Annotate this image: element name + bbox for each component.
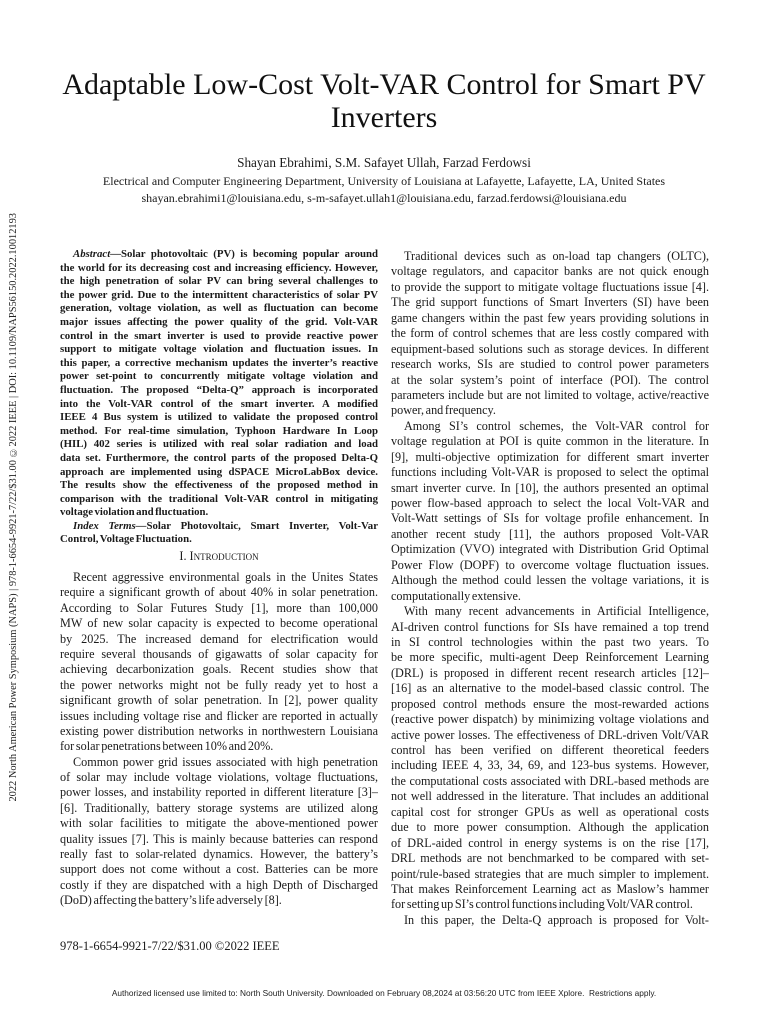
body-line: According to Solar Futures Study [1], more than 100,000 (60, 600, 378, 615)
body-line: game changers within the past few years providing solutions in (391, 310, 709, 325)
paper-title: Adaptable Low-Cost Volt-VAR Control for Smart PV Inverters (62, 68, 706, 134)
body-line: voltage regulators, and capacitor banks are not quick enough (391, 264, 709, 279)
body-line: for solar penetrations between 10% and 20%. (60, 739, 274, 754)
body-line: Recent aggressive environmental goals in the Unites States (73, 570, 378, 584)
body-line: AI-driven control functions for SIs have remained a top trend (391, 619, 709, 634)
abstract-line: fluctuation. The proposed “Delta-Q” approach is incorporated (60, 383, 378, 396)
abstract-line: data set. Furthermore, the control parts of the proposed Delta-Q (60, 451, 378, 464)
body-line: to provide the support to mitigate voltage fluctuations issue [4]. (391, 279, 709, 294)
body-line: active power losses. The effectiveness of DRL-driven Volt/VAR (391, 727, 709, 742)
body-line: With many recent advancements in Artificial Intelligence, (404, 604, 709, 619)
body-paragraph (391, 913, 709, 928)
body-line: the form of control schemes that are less costly compared with (391, 326, 709, 341)
body-line: Volt-Watt settings of SIs for voltage profile enhancement. In (391, 511, 709, 526)
body-line: be more specific, multi-agent Deep Reinforcement Learning (391, 650, 709, 665)
body-line: existing power distribution networks in northwestern Louisiana (60, 723, 378, 738)
abstract-line: the world for its decreasing cost and increasing efficiency. However, (60, 261, 378, 274)
index-terms-line: Control, Voltage Fluctuation. (60, 533, 192, 546)
body-line: equipment-based solutions such as storage devices. In different (391, 341, 709, 356)
section-heading: I. Introduction (179, 549, 259, 563)
body-line: (DRL) is proposed in different recent research articles [12]– (391, 665, 709, 680)
body-line: In this paper, the Delta-Q approach is proposed for Volt- (404, 912, 709, 927)
abstract-line: generation, voltage violation, as well as fluctuation can become (60, 302, 378, 315)
abstract-line: the high penetration of solar PV can bring several challenges to (60, 275, 378, 288)
body-line: achieving decarbonization goals. Recent studies show that (60, 662, 378, 677)
body-line: issues including voltage rise and flicker are reported in actually (60, 708, 378, 723)
body-line: power flow-based approach to select the local Volt-VAR and (391, 496, 709, 510)
body-line: including IEEE 4, 33, 34, 69, and 123-bus systems. However, (391, 758, 709, 773)
left-column-body (60, 570, 378, 909)
body-line: capital cost for stronger GPUs as well as operational costs (391, 804, 709, 819)
abstract-line: approach are implemented using dSPACE MicroLabBox device. (60, 465, 378, 478)
index-terms-label: Index Terms— (73, 519, 147, 532)
abstract-block (60, 248, 378, 547)
body-paragraph (391, 604, 709, 913)
body-line: require a significant growth of about 40% in solar penetration. (60, 585, 378, 600)
body-line: at the solar system’s point of interface (POI). The control (391, 372, 709, 387)
body-paragraph (60, 570, 378, 755)
body-line: control has been verified on different theoretical feeders (391, 743, 709, 757)
right-column-body (391, 249, 709, 928)
abstract-line: this paper, a corrective mechanism updates the inverter’s reactive (60, 356, 378, 369)
body-line: Common power grid issues associated with high penetration (73, 754, 378, 769)
abstract-line: major issues affecting the power quality of the grid. Volt-VAR (60, 315, 378, 328)
body-line: of solar may include voltage violations, voltage fluctuations, (60, 770, 378, 785)
abstract-line (60, 248, 378, 262)
abstract-line: support to mitigate voltage violation and fluctuation issues. In (60, 343, 378, 356)
author-list: Shayan Ebrahimi, S.M. Safayet Ullah, Farzad Ferdowsi (237, 155, 531, 170)
body-line: (DoD) affecting the battery’s life adversely [8]. (60, 893, 282, 908)
body-paragraph (60, 755, 378, 909)
body-line: not well addressed in the literature. That includes an additional (391, 789, 709, 804)
index-terms-line (60, 520, 378, 534)
abstract-line: (HIL) 402 series is utilized with real solar radiation and load (60, 438, 378, 451)
body-line: parameters include but are not limited to voltage, active/reactive (391, 387, 709, 402)
body-line: functions including Volt-VAR is proposed to select the optimal (391, 465, 709, 480)
body-line: (reactive power dispatch) by minimizing voltage violations and (391, 712, 709, 727)
body-line: That makes Reinforcement Learning act as Maslow’s hammer (391, 881, 709, 896)
body-line: research works, SIs are studied to control power parameters (391, 357, 709, 372)
body-line: quality issues [7]. This is mainly because batteries can respond (60, 831, 378, 846)
index-terms-line-text: Solar Photovoltaic, Smart Inverter, Volt-Var (146, 519, 378, 532)
body-line: computationally extensive. (391, 588, 521, 603)
license-notice: Authorized licensed use limited to: North South University. Downloaded on February 08,2024 at 03:56:20 UTC from IEEE Xplore. Restrictions apply. (111, 988, 657, 998)
body-line: of DRL-aided control in energy systems is on the rise [17], (391, 835, 709, 850)
body-line: [6]. Traditionally, battery storage systems are utilized along (60, 800, 378, 815)
abstract-line: voltage violation and fluctuation. (60, 506, 209, 519)
abstract-line: control in the smart inverter is used to provide reactive power (60, 329, 378, 342)
body-line: proposed control methods ensure the most-rewarded actions (391, 696, 709, 711)
body-line: point/rule-based strategies that are much simpler to implement. (391, 866, 709, 881)
abstract-label: Abstract— (73, 248, 121, 260)
body-line: Optimization (VVO) integrated with Distribution Grid Optimal (391, 542, 709, 557)
index-terms (60, 520, 378, 547)
body-line: the power networks might not be fully ready yet to host a (60, 677, 378, 692)
body-line: costly if they are dispatched with a high Depth of Discharged (60, 877, 378, 892)
abstract-line: The results show the effectiveness of the proposed method in (60, 479, 378, 492)
body-line: Among SI’s control schemes, the Volt-VAR control for (404, 418, 709, 433)
abstract-line-text: Solar photovoltaic (PV) is becoming popular around (121, 248, 378, 260)
body-line: require several thousands of gigawatts of solar capacity for (60, 646, 378, 661)
conference-sidebar-note: 2022 North American Power Symposium (NAPS) | 978-1-6654-9921-7/22/$31.00 ©2022 IEEE | DOI: 10.1109/NAPS56150.2022.10012193 (8, 213, 19, 802)
body-line: by 2025. The increased demand for electrification would (60, 631, 378, 646)
body-line: [16] as an alternative to the model-based classic control. The (391, 681, 709, 696)
body-line: [9], multi-objective optimization for different smart inverter (391, 449, 709, 464)
abstract (60, 248, 378, 520)
body-line: Traditional devices such as on-load tap changers (OLTC), (404, 249, 709, 263)
body-line: really fast to solar-related dynamics. However, the battery’s (60, 847, 378, 862)
body-line: DRL methods are not benchmarked to be compared with set- (391, 851, 709, 866)
author-emails: shayan.ebrahimi1@louisiana.edu, s-m-safayet.ullah1@louisiana.edu, farzad.ferdowsi@louisiana.edu (141, 191, 627, 205)
body-line: voltage regulation at POI is quite common in the literature. In (391, 434, 709, 449)
body-line: smart inverter curve. In [10], the authors presented an optimal (391, 480, 709, 495)
abstract-line: into the Volt-VAR control of the smart inverter. A modified (60, 397, 378, 410)
body-line: with solar facilities to mitigate the above-mentioned power (60, 816, 378, 831)
body-line: significant growth of solar penetration. In [2], power quality (60, 693, 378, 708)
body-line: support does not come without a cost. Batteries can be more (60, 862, 378, 877)
abstract-line: IEEE 4 Bus system is utilized to validate the proposed control (60, 411, 378, 424)
body-line: MW of new solar capacity is expected to become operational (60, 616, 378, 631)
abstract-line: method. For real-time simulation, Typhoon Hardware In Loop (60, 424, 378, 437)
affiliation: Electrical and Computer Engineering Department, University of Louisiana at Lafayette, Lafayette, LA, United States (102, 174, 666, 188)
body-paragraph (391, 419, 709, 604)
abstract-line: power set-point to concurrently mitigate voltage violation and (60, 370, 378, 383)
body-line: due to more power consumption. Although the application (391, 820, 709, 835)
body-line: Power Flow (DOPF) to overcome voltage fluctuation issues. (391, 557, 709, 572)
body-line: the computational costs associated with DRL-based methods are (391, 773, 709, 788)
body-line: another recent study [11], the authors proposed Volt-VAR (391, 526, 709, 541)
body-line: for setting up SI’s control functions including Volt/VAR control. (391, 897, 693, 912)
body-line: power losses, and instability reported in different literature [3]– (60, 785, 378, 800)
body-line: power, and frequency. (391, 403, 496, 418)
body-line: The grid support functions of Smart Inverters (SI) have been (391, 295, 709, 310)
abstract-line: comparison with the traditional Volt-VAR control in mitigating (60, 492, 378, 505)
body-line: in SI control technologies within the past two years. To (391, 634, 709, 649)
copyright-footer: 978-1-6654-9921-7/22/$31.00 ©2022 IEEE (60, 939, 280, 953)
abstract-line: the power grid. Due to the intermittent characteristics of solar PV (60, 288, 378, 301)
body-line: Although the method could lessen the voltage variations, it is (391, 573, 709, 588)
body-paragraph (391, 249, 709, 419)
